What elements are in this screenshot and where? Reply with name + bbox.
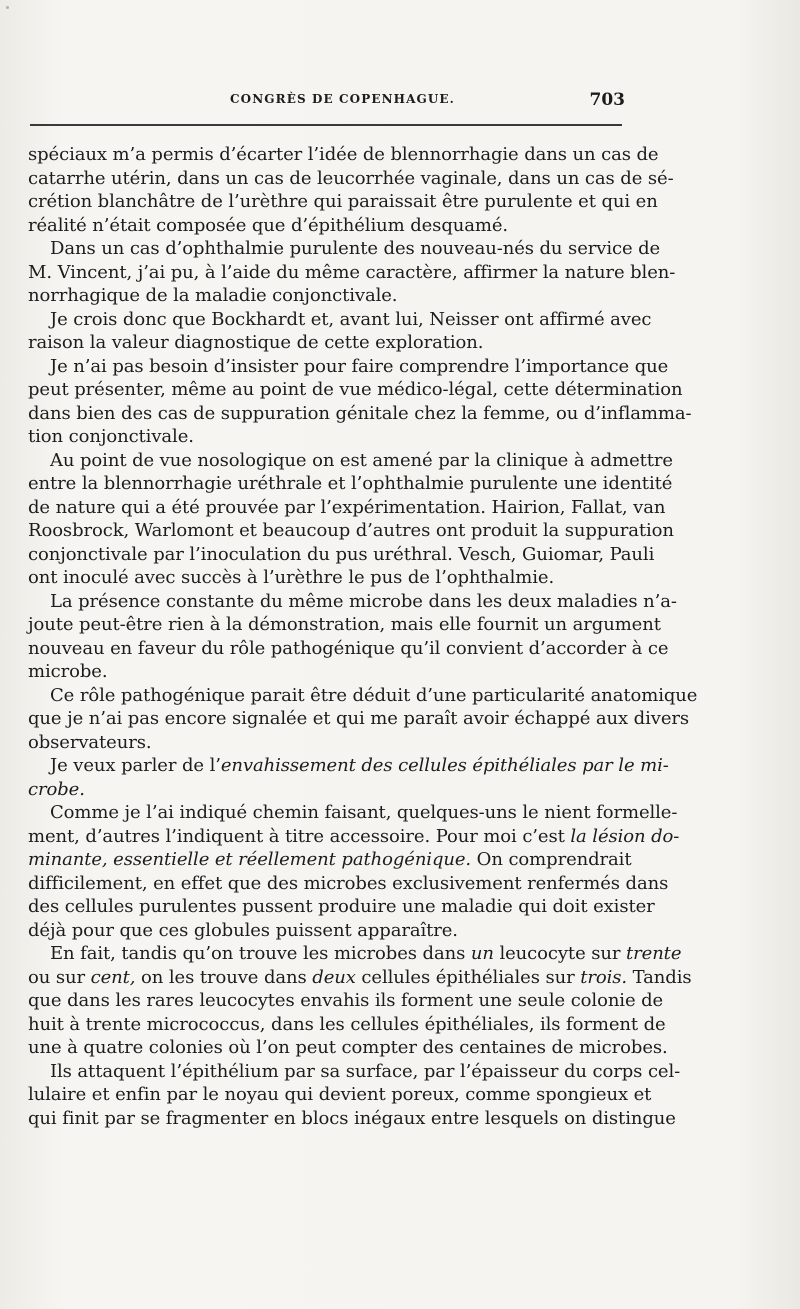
text-line: que je n’ai pas encore signalée et qui me paraît avoir échappé aux divers	[28, 708, 690, 729]
italic-phrase: envahissement des cellules épithéliales par le mi-	[220, 755, 669, 776]
paragraph-3	[28, 308, 652, 355]
text-line: peut présenter, même au point de vue médico-légal, cette détermination	[28, 379, 683, 400]
text-line: catarrhe utérin, dans un cas de leucorrhée vaginale, dans un cas de sé-	[28, 167, 674, 189]
text-line: ment, d’autres l’indiquent à titre accessoire. Pour moi c’est la lésion do-	[28, 825, 680, 847]
text-line: des cellules purulentes pussent produire une maladie qui doit exister	[28, 896, 655, 917]
text-line: spéciaux m’a permis d’écarter l’idée de blennorrhagie dans un cas de	[28, 144, 659, 165]
header-rule	[30, 124, 622, 126]
text-line: qui finit par se fragmenter en blocs inégaux entre lesquels on distingue	[28, 1107, 676, 1129]
text-line: raison la valeur diagnostique de cette exploration.	[28, 332, 484, 353]
text-line: Dans un cas d’ophthalmie purulente des nouveau-nés du service de	[50, 238, 661, 259]
text-line: microbe.	[28, 661, 108, 682]
text-line: Roosbrock, Warlomont et beaucoup d’autres ont produit la suppuration	[28, 520, 674, 541]
text-line: crétion blanchâtre de l’urèthre qui paraissait être purulente et qui en	[28, 191, 658, 212]
paragraph-11	[28, 1060, 681, 1131]
text-line: huit à trente micrococcus, dans les cellules épithéliales, ils forment de	[28, 1013, 666, 1035]
paragraph-7	[28, 684, 698, 755]
text-line: En fait, tandis qu’on trouve les microbes dans un leucocyte sur trente	[50, 943, 682, 964]
scan-speck	[6, 6, 9, 9]
text-line: Au point de vue nosologique on est amené par la clinique à admettre	[50, 449, 673, 471]
italic-phrase: trente	[626, 943, 682, 964]
paragraph-1	[28, 143, 674, 237]
text-line: déjà pour que ces globules puissent apparaître.	[28, 919, 458, 941]
page-number: 703	[589, 90, 625, 110]
text-line: M. Vincent, j’ai pu, à l’aide du même caractère, affirmer la nature blen-	[28, 261, 676, 283]
italic-phrase: trois.	[580, 966, 628, 988]
text-line: Ils attaquent l’épithélium par sa surface, par l’épaisseur du corps cel-	[50, 1060, 681, 1082]
text-line: nouveau en faveur du rôle pathogénique qu’il convient d’accorder à ce	[28, 637, 669, 659]
text-line: dans bien des cas de suppuration génitale chez la femme, ou d’inflamma-	[28, 402, 692, 424]
paragraph-2	[28, 237, 676, 308]
italic-phrase: minante, essentielle et réellement pathogénique.	[28, 849, 472, 870]
body-text	[28, 143, 698, 1130]
text-line: difficilement, en effet que des microbes exclusivement renfermés dans	[28, 872, 669, 894]
text-line: que dans les rares leucocytes envahis ils forment une seule colonie de	[28, 990, 664, 1011]
text-line: norrhagique de la maladie conjonctivale.	[28, 285, 398, 306]
italic-phrase: deux	[312, 966, 356, 988]
text-line: ou sur cent, on les trouve dans deux cellules épithéliales sur trois. Tandis	[28, 966, 692, 988]
text-line: Je n’ai pas besoin d’insister pour faire comprendre l’importance que	[50, 355, 669, 377]
text-line: une à quatre colonies où l’on peut compter des centaines de microbes.	[28, 1037, 668, 1058]
paragraph-6	[28, 590, 677, 684]
text-line: Ce rôle pathogénique parait être déduit d’une particularité anatomique	[50, 684, 698, 706]
text-line: conjonctivale par l’inoculation du pus uréthral. Vesch, Guiomar, Pauli	[28, 543, 655, 565]
text-line: La présence constante du même microbe dans les deux maladies n’a-	[50, 590, 677, 612]
paragraph-5	[28, 449, 674, 590]
text-line: Je veux parler de l’envahissement des cellules épithéliales par le mi-	[50, 755, 669, 776]
italic-phrase: cent,	[90, 966, 136, 988]
paragraph-9	[28, 801, 680, 942]
text-line: tion conjonctivale.	[28, 426, 194, 447]
paragraph-8	[28, 754, 669, 801]
paragraph-10	[28, 942, 692, 1060]
text-line: minante, essentielle et réellement pathogénique. On comprendrait	[28, 849, 632, 870]
text-line: observateurs.	[28, 731, 152, 753]
text-line	[28, 778, 624, 802]
text-line: Comme je l’ai indiqué chemin faisant, quelques-uns le nient formelle-	[50, 802, 678, 823]
text-line: lulaire et enfin par le noyau qui devient poreux, comme spongieux et	[28, 1084, 652, 1105]
page-header	[28, 90, 625, 114]
italic-phrase: la lésion do-	[570, 825, 680, 847]
text-line: réalité n’était composée que d’épithélium desquamé.	[28, 214, 509, 236]
paragraph-4	[28, 355, 692, 449]
text-line: de nature qui a été prouvée par l’expérimentation. Hairion, Fallat, van	[28, 496, 666, 518]
text-line: ont inoculé avec succès à l’urèthre le pus de l’ophthalmie.	[28, 567, 555, 588]
running-title: CONGRÈS DE COPENHAGUE.	[230, 92, 455, 106]
text-line: joute peut-être rien à la démonstration, mais elle fournit un argument	[28, 614, 661, 635]
text-line: Je crois donc que Bockhardt et, avant lui, Neisser ont affirmé avec	[50, 308, 652, 330]
italic-phrase: un	[470, 943, 494, 964]
text-line: entre la blennorrhagie uréthrale et l’ophthalmie purulente une identité	[28, 473, 673, 494]
italic-phrase: crobe.	[28, 778, 85, 800]
